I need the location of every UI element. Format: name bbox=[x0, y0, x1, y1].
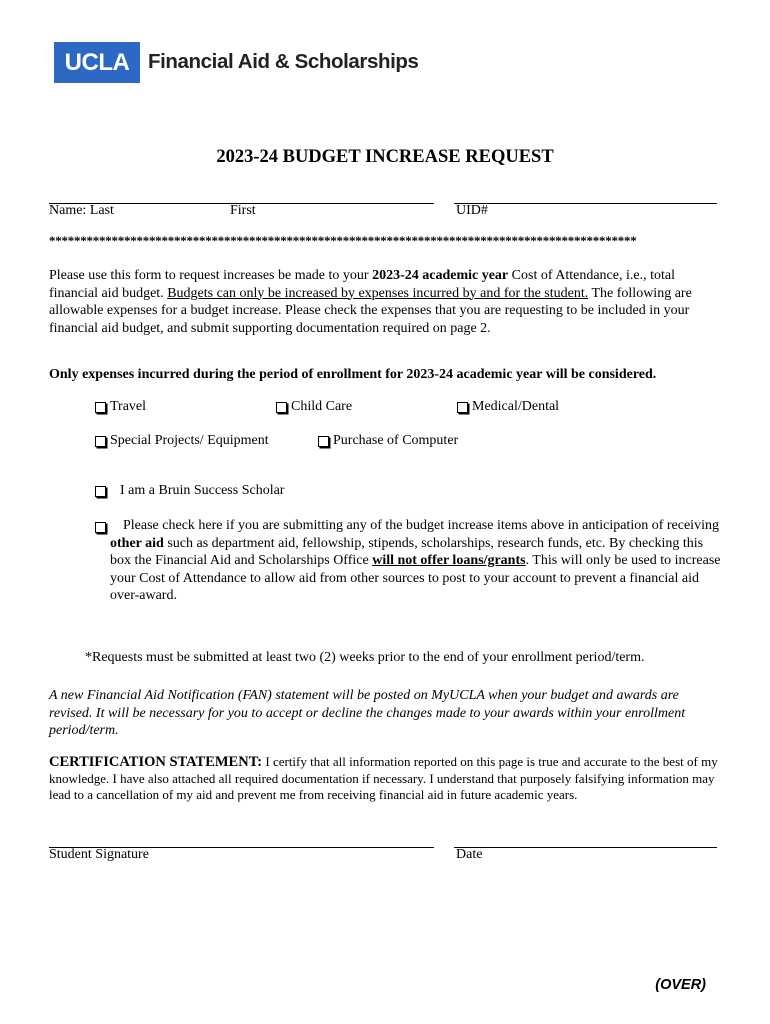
over-label: (OVER) bbox=[655, 977, 706, 993]
no-loans-notice: will not offer loans/grants bbox=[372, 553, 526, 568]
checkbox-icon[interactable] bbox=[95, 436, 106, 447]
deadline-note: *Requests must be submitted at least two (2) weeks prior to the end of your enrollment period/term. bbox=[85, 650, 645, 665]
checkbox-special-projects[interactable] bbox=[95, 433, 269, 449]
certification-statement bbox=[49, 754, 724, 804]
separator-line: ********************************************************************************************** bbox=[49, 233, 637, 248]
checkbox-icon[interactable] bbox=[318, 436, 329, 447]
signature-label: Student Signature bbox=[49, 847, 149, 862]
checkbox-medical-dental-label: Medical/Dental bbox=[472, 399, 560, 414]
checkbox-medical-dental[interactable] bbox=[457, 399, 559, 415]
date-label: Date bbox=[456, 847, 483, 862]
certification-text: I certify that all information reported on this page is true and accurate to the best of my knowledge. I have also attached all required documentation if necessary. I understand that purposely falsifying information may lead to a cancellation of my aid and prevent me from receiving financial aid in future academic years. bbox=[49, 754, 718, 802]
intro-academic-year: 2023-24 academic year bbox=[372, 268, 509, 283]
checkbox-icon[interactable] bbox=[95, 402, 106, 413]
certification-heading: CERTIFICATION STATEMENT: bbox=[49, 754, 263, 770]
checkbox-bruin-scholar-label: I am a Bruin Success Scholar bbox=[120, 483, 285, 498]
name-first-label: First bbox=[230, 203, 256, 218]
other-aid-text-2: such as department aid, fellowship, stipends, scholarships, research funds, etc. By checking this box the Financial Aid and Scholarships Office bbox=[110, 535, 704, 568]
other-aid-bold: other aid bbox=[110, 535, 164, 551]
department-name: Financial Aid & Scholarships bbox=[148, 50, 419, 73]
enrollment-note: Only expenses incurred during the period of enrollment for 2023-24 academic year will be considered. bbox=[49, 367, 657, 382]
name-last-label: Name: Last bbox=[49, 203, 114, 218]
uid-label: UID# bbox=[456, 203, 488, 218]
checkbox-icon[interactable] bbox=[276, 402, 287, 413]
intro-text-3: The following are allowable expenses for a budget increase. Please check the expenses that you are requesting to be included in your financial aid budget, and submit supporting documentation required on page 2. bbox=[49, 285, 692, 336]
checkbox-bruin-scholar[interactable] bbox=[95, 483, 284, 499]
checkbox-icon[interactable] bbox=[95, 522, 106, 533]
checkbox-child-care-label: Child Care bbox=[291, 399, 353, 414]
checkbox-travel[interactable] bbox=[95, 399, 146, 415]
checkbox-icon[interactable] bbox=[95, 486, 106, 497]
uid-field-line[interactable] bbox=[454, 203, 717, 204]
checkbox-child-care[interactable] bbox=[276, 399, 352, 415]
intro-paragraph bbox=[49, 267, 719, 337]
date-field-line[interactable] bbox=[454, 847, 717, 848]
other-aid-paragraph bbox=[110, 517, 722, 605]
fan-notice: A new Financial Aid Notification (FAN) statement will be posted on MyUCLA when your budget and awards are revised. It will be necessary for you to accept or decline the changes made to your awards within your enrollment period/term. bbox=[49, 688, 686, 738]
checkbox-purchase-computer[interactable] bbox=[318, 433, 458, 449]
other-aid-text-1: Please check here if you are submitting any of the budget increase items above in anticipation of receiving bbox=[123, 518, 719, 533]
checkbox-purchase-computer-label: Purchase of Computer bbox=[333, 433, 459, 448]
checkbox-special-projects-label: Special Projects/ Equipment bbox=[110, 433, 269, 448]
checkbox-travel-label: Travel bbox=[110, 399, 147, 414]
intro-text-2: Cost of Attendance, i.e., total financial aid budget. bbox=[49, 268, 675, 301]
intro-text-1: Please use this form to request increases be made to your bbox=[49, 268, 373, 283]
page-title: 2023-24 BUDGET INCREASE REQUEST bbox=[216, 147, 554, 167]
checkbox-icon[interactable] bbox=[457, 402, 468, 413]
intro-budget-rule: Budgets can only be increased by expenses incurred by and for the student. bbox=[167, 285, 589, 301]
other-aid-text-3: . This will only be used to increase your Cost of Attendance to allow aid from other sources to post to your account to prevent a financial aid over-award. bbox=[110, 553, 721, 603]
ucla-logo: UCLA bbox=[54, 42, 140, 83]
